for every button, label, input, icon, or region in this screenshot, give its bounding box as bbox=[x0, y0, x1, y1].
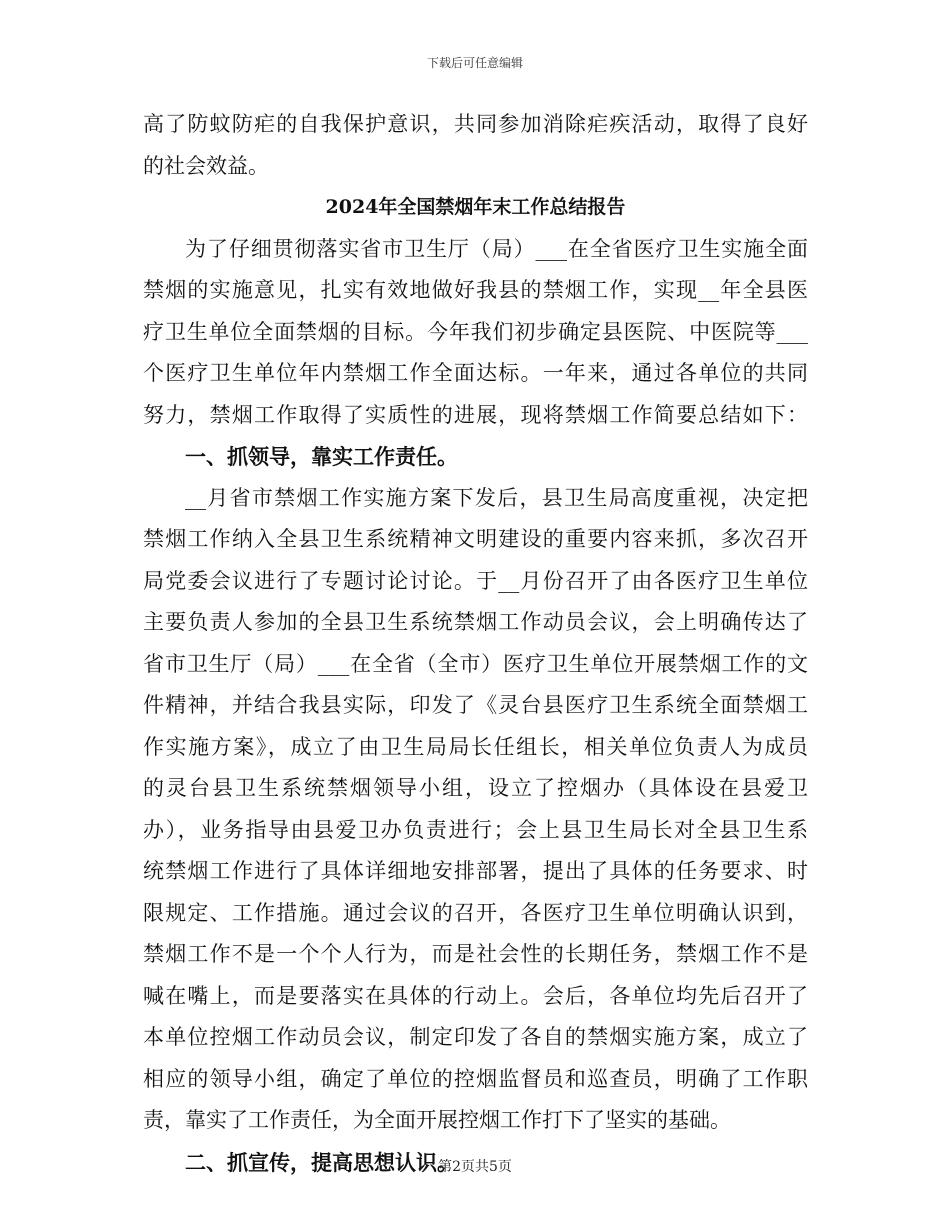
header-note: 下载后可任意编辑 bbox=[426, 56, 523, 70]
paragraph-line: 禁烟工作纳入全县卫生系统精神文明建设的重要内容来抓，多次召开 bbox=[143, 527, 808, 551]
paragraph-line: 主要负责人参加的全县卫生系统禁烟工作动员会议，会上明确传达了 bbox=[143, 610, 808, 634]
paragraph-line: 作实施方案》，成立了由卫生局局长任组长，相关单位负责人为成员 bbox=[143, 734, 808, 759]
document-title: 2024年全国禁烟年末工作总结报告 bbox=[325, 196, 626, 218]
paragraph-line: __月省市禁烟工作实施方案下发后，县卫生局高度重视，决定把 bbox=[185, 485, 808, 510]
paragraph-line: 省市卫生厅（局）___在全省（全市）医疗卫生单位开展禁烟工作的文 bbox=[143, 651, 808, 676]
paragraph-line: 禁烟工作不是一个个人行为，而是社会性的长期任务，禁烟工作不是 bbox=[143, 942, 808, 966]
paragraph-line: 的灵台县卫生系统禁烟领导小组，设立了控烟办（具体设在县爱卫 bbox=[143, 776, 808, 800]
paragraph-line: 个医疗卫生单位年内禁烟工作全面达标。一年来，通过各单位的共同 bbox=[143, 361, 808, 385]
paragraph-line: 限规定、工作措施。通过会议的召开，各医疗卫生单位明确认识到， bbox=[143, 900, 808, 925]
paragraph-line: 为了仔细贯彻落实省市卫生厅（局）___在全省医疗卫生实施全面 bbox=[185, 236, 808, 261]
intro-line: 的社会效益。 bbox=[143, 153, 269, 178]
paragraph-line: 疗卫生单位全面禁烟的目标。今年我们初步确定县医院、中医院等___ bbox=[143, 319, 808, 344]
paragraph-line: 努力，禁烟工作取得了实质性的进展，现将禁烟工作简要总结如下： bbox=[143, 402, 808, 427]
page-number: 第2页共5页 bbox=[438, 1159, 512, 1175]
paragraph-line: 禁烟的实施意见，扎实有效地做好我县的禁烟工作，实现__年全县医 bbox=[143, 278, 808, 302]
document-body bbox=[143, 104, 808, 1183]
paragraph-line: 办），业务指导由县爱卫办负责进行；会上县卫生局长对全县卫生系 bbox=[143, 817, 808, 842]
section-heading: 二、抓宣传，提高思想认识。 bbox=[185, 1149, 458, 1175]
paragraph-line: 局党委会议进行了专题讨论讨论。于__月份召开了由各医疗卫生单位 bbox=[143, 568, 808, 593]
section-heading: 一、抓领导，靠实工作责任。 bbox=[185, 444, 458, 469]
paragraph-line: 责，靠实了工作责任，为全面开展控烟工作打下了坚实的基础。 bbox=[143, 1108, 731, 1132]
paragraph-line: 相应的领导小组，确定了单位的控烟监督员和巡查员，明确了工作职 bbox=[143, 1066, 808, 1091]
paragraph-line: 件精神，并结合我县实际，印发了《灵台县医疗卫生系统全面禁烟工 bbox=[143, 693, 808, 717]
paragraph-line: 本单位控烟工作动员会议，制定印发了各自的禁烟实施方案，成立了 bbox=[143, 1025, 808, 1049]
paragraph-line: 喊在嘴上，而是要落实在具体的行动上。会后，各单位均先后召开了 bbox=[143, 983, 808, 1008]
paragraph-line: 统禁烟工作进行了具体详细地安排部署，提出了具体的任务要求、时 bbox=[143, 859, 808, 883]
intro-line: 高了防蚊防疟的自我保护意识，共同参加消除疟疾活动，取得了良好 bbox=[143, 112, 808, 136]
